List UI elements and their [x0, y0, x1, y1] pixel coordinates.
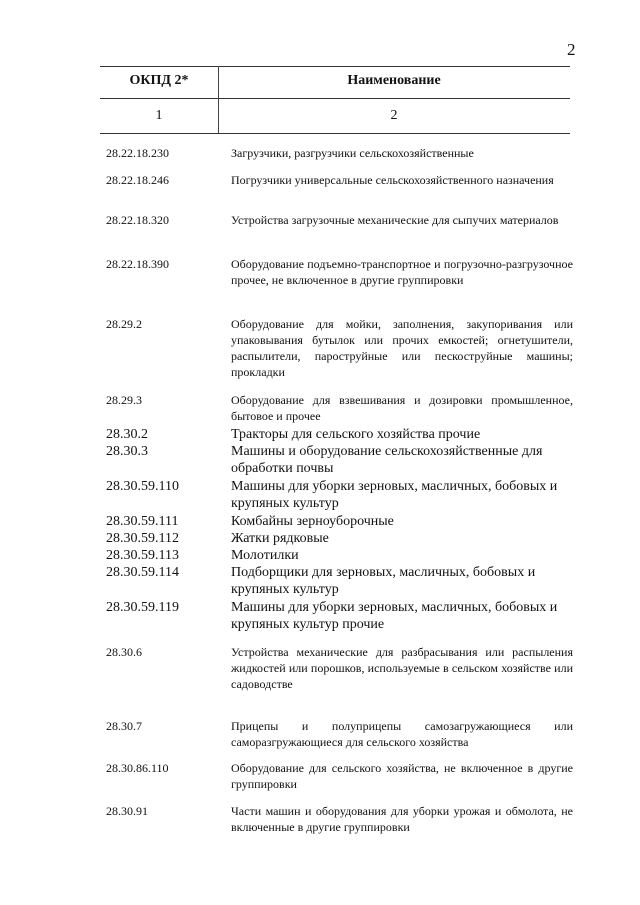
row-name: Оборудование для взвешивания и дозировки промышленное, бытовое и прочее	[231, 393, 573, 423]
row-code: 28.30.91	[106, 804, 148, 818]
row-code: 28.30.59.111	[106, 514, 179, 529]
row-code: 28.29.3	[106, 393, 142, 407]
row-name: Загрузчики, разгрузчики сельскохозяйственные	[231, 146, 474, 160]
column-number-2: 2	[390, 108, 398, 123]
row-name: Устройства механические для разбрасывания или распыления жидкостей или порошков, используемые в сельском хозяйстве или садоводстве	[231, 645, 573, 691]
row-name: Жатки рядковые	[231, 531, 329, 546]
row-name: Молотилки	[231, 548, 299, 563]
row-code: 28.30.59.119	[106, 600, 179, 615]
row-name: Комбайны зерноуборочные	[231, 514, 394, 529]
column-header-name: Наименование	[347, 73, 441, 88]
row-name: Прицепы и полуприцепы самозагружающиеся или саморазгружающиеся для сельского хозяйства	[231, 719, 573, 749]
row-name: Машины и оборудование сельскохозяйственные для обработки почвы	[231, 444, 543, 476]
row-code: 28.30.86.110	[106, 761, 169, 775]
row-name: Оборудование для сельского хозяйства, не включенное в другие группировки	[231, 761, 573, 791]
row-code: 28.30.59.112	[106, 531, 179, 546]
row-code: 28.22.18.390	[106, 257, 169, 271]
row-name: Подборщики для зерновых, масличных, бобовых и крупяных культур	[231, 565, 536, 597]
row-code: 28.22.18.230	[106, 146, 169, 160]
row-name: Тракторы для сельского хозяйства прочие	[231, 427, 481, 442]
row-code: 28.30.59.110	[106, 479, 179, 494]
row-name: Машины для уборки зерновых, масличных, бобовых и крупяных культур прочие	[231, 600, 558, 632]
page-number: 2	[567, 40, 576, 59]
row-code: 28.30.3	[106, 444, 148, 459]
row-code: 28.30.59.114	[106, 565, 179, 580]
row-code: 28.30.7	[106, 719, 142, 733]
row-name: Машины для уборки зерновых, масличных, бобовых и крупяных культур	[231, 479, 558, 511]
row-name: Погрузчики универсальные сельскохозяйственного назначения	[231, 173, 554, 187]
row-name: Оборудование подъемно-транспортное и погрузочно-разгрузочное прочее, не включенное в другие группировки	[231, 257, 573, 287]
column-header-code: ОКПД 2*	[129, 73, 189, 88]
row-name: Оборудование для мойки, заполнения, закупоривания или упаковывания бутылок или прочих емкостей; огнетушители, распылители, пароструйные или пескоструйные машины; прокладки	[231, 317, 573, 379]
row-code: 28.22.18.246	[106, 173, 169, 187]
row-code: 28.30.6	[106, 645, 142, 659]
row-code: 28.30.59.113	[106, 548, 179, 563]
row-name: Части машин и оборудования для уборки урожая и обмолота, не включенные в другие группировки	[231, 804, 573, 834]
column-number-1: 1	[155, 108, 163, 123]
row-name: Устройства загрузочные механические для сыпучих материалов	[231, 213, 559, 227]
row-code: 28.30.2	[106, 427, 148, 442]
row-code: 28.22.18.320	[106, 213, 169, 227]
row-code: 28.29.2	[106, 317, 142, 331]
